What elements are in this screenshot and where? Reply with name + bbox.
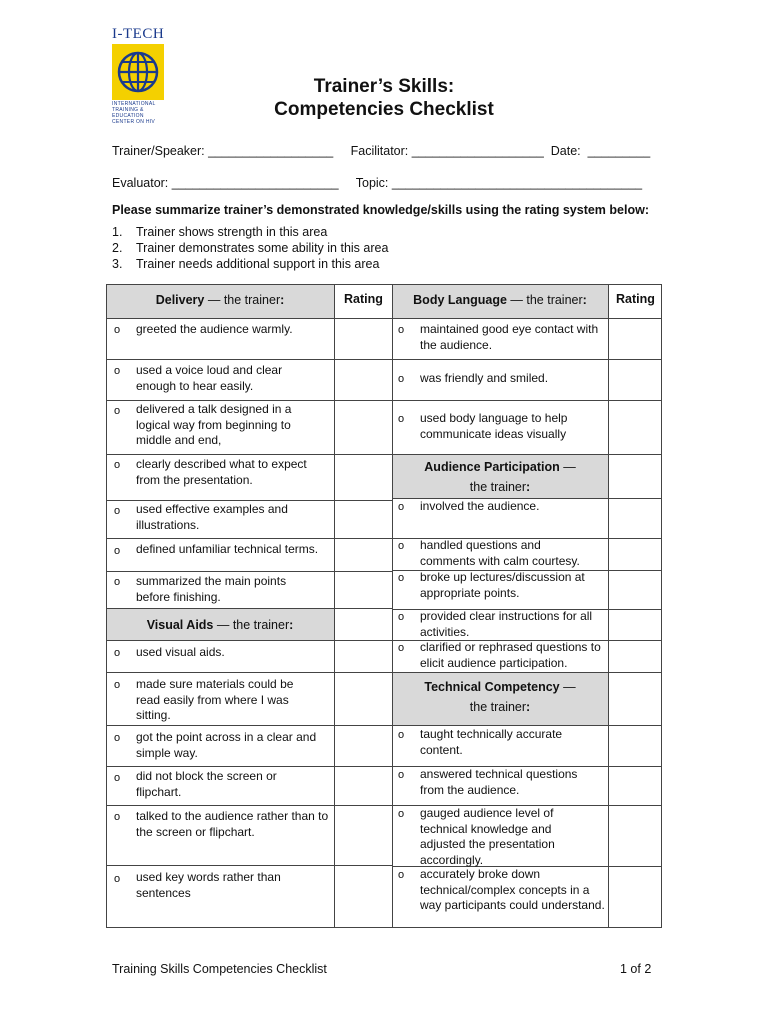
delivery-item: defined unfamiliar technical terms. bbox=[136, 542, 319, 556]
bullet-icon: o bbox=[114, 772, 121, 784]
visual-aids-item: made sure materials could be read easily from where I was sitting. bbox=[136, 677, 294, 722]
audience-participation-header: Audience Participation — the trainer: bbox=[424, 460, 576, 494]
audience-participation-item: handled questions and comments with calm courtesy. bbox=[420, 538, 580, 568]
field-row-trainer: Trainer/Speaker: __________________ Facilitator: ___________________ Date: _________ bbox=[112, 144, 651, 158]
bullet-icon: o bbox=[398, 769, 405, 781]
delivery-item: greeted the audience warmly. bbox=[136, 322, 293, 336]
delivery-item: clearly described what to expect from the presentation. bbox=[136, 457, 307, 487]
logo-title: I-TECH bbox=[112, 26, 165, 42]
audience-participation-item: broke up lectures/discussion at appropriate points. bbox=[420, 570, 585, 600]
bullet-icon: o bbox=[398, 501, 405, 513]
audience-participation-item: provided clear instructions for all activities. bbox=[420, 609, 593, 639]
visual-aids-item: used key words rather than sentences bbox=[136, 870, 281, 900]
bullet-icon: o bbox=[114, 647, 121, 659]
body-language-item: maintained good eye contact with the audience. bbox=[420, 322, 599, 352]
delivery-item: used effective examples and illustrations. bbox=[136, 502, 288, 532]
bullet-icon: o bbox=[398, 808, 405, 820]
bullet-icon: o bbox=[398, 611, 405, 623]
technical-competency-item: answered technical questions from the audience. bbox=[420, 767, 578, 797]
logo-subtitle: INTERNATIONAL TRAINING & EDUCATION CENTER ON HIV bbox=[112, 101, 156, 125]
bullet-icon: o bbox=[114, 365, 121, 377]
technical-competency-item: taught technically accurate content. bbox=[420, 727, 563, 757]
visual-aids-header: Visual Aids — the trainer: bbox=[146, 618, 294, 632]
rating-scale bbox=[112, 224, 388, 272]
delivery-item: used a voice loud and clear enough to hear easily. bbox=[136, 363, 283, 393]
footer-document-title: Training Skills Competencies Checklist bbox=[112, 962, 327, 976]
bullet-icon: o bbox=[114, 459, 121, 471]
scale-item: 2. Trainer demonstrates some ability in this area bbox=[112, 241, 389, 255]
page-title-line2: Competencies Checklist bbox=[274, 99, 494, 120]
page-title-line1: Trainer’s Skills: bbox=[313, 76, 455, 97]
bullet-icon: o bbox=[398, 869, 405, 881]
bullet-icon: o bbox=[114, 679, 121, 691]
rating-header-left: Rating bbox=[344, 292, 383, 306]
field-row-evaluator: Evaluator: ________________________ Topic: ____________________________________ bbox=[112, 176, 643, 190]
bullet-icon: o bbox=[398, 642, 405, 654]
bullet-icon: o bbox=[114, 576, 121, 588]
technical-competency-item: gauged audience level of technical knowledge and adjusted the presentation accordingly. bbox=[420, 806, 555, 867]
technical-competency-item: accurately broke down technical/complex concepts in a way participants could understand. bbox=[420, 867, 605, 912]
bullet-icon: o bbox=[398, 540, 405, 552]
bullet-icon: o bbox=[114, 405, 121, 417]
competencies-table bbox=[106, 284, 662, 928]
bullet-icon: o bbox=[114, 545, 121, 557]
audience-participation-item: involved the audience. bbox=[420, 499, 540, 513]
bullet-icon: o bbox=[114, 873, 121, 885]
bullet-icon: o bbox=[114, 505, 121, 517]
visual-aids-item: used visual aids. bbox=[136, 645, 225, 659]
rating-instructions: Please summarize trainer’s demonstrated knowledge/skills using the rating system below: bbox=[112, 203, 649, 217]
visual-aids-item: got the point across in a clear and simple way. bbox=[136, 730, 317, 760]
visual-aids-item: did not block the screen or flipchart. bbox=[136, 769, 277, 799]
bullet-icon: o bbox=[398, 324, 405, 336]
delivery-item: summarized the main points before finishing. bbox=[136, 574, 287, 604]
bullet-icon: o bbox=[398, 729, 405, 741]
rating-header-right: Rating bbox=[616, 292, 655, 306]
scale-item: 1. Trainer shows strength in this area bbox=[112, 225, 328, 239]
audience-participation-item: clarified or rephrased questions to elicit audience participation. bbox=[420, 640, 601, 670]
delivery-header: Delivery — the trainer: bbox=[155, 293, 285, 307]
bullet-icon: o bbox=[398, 373, 405, 385]
visual-aids-item: talked to the audience rather than to the screen or flipchart. bbox=[136, 809, 329, 839]
bullet-icon: o bbox=[398, 413, 405, 425]
bullet-icon: o bbox=[398, 572, 405, 584]
footer-page-number: 1 of 2 bbox=[620, 962, 652, 976]
delivery-item: delivered a talk designed in a logical way from beginning to middle and end, bbox=[136, 402, 292, 447]
technical-competency-header: Technical Competency — the trainer: bbox=[424, 680, 576, 714]
body-language-item: was friendly and smiled. bbox=[420, 371, 549, 385]
body-language-item: used body language to help communicate ideas visually bbox=[420, 411, 568, 441]
scale-item: 3. Trainer needs additional support in this area bbox=[112, 257, 380, 271]
bullet-icon: o bbox=[114, 732, 121, 744]
bullet-icon: o bbox=[114, 324, 121, 336]
bullet-icon: o bbox=[114, 811, 121, 823]
body-language-header: Body Language — the trainer: bbox=[413, 293, 587, 307]
